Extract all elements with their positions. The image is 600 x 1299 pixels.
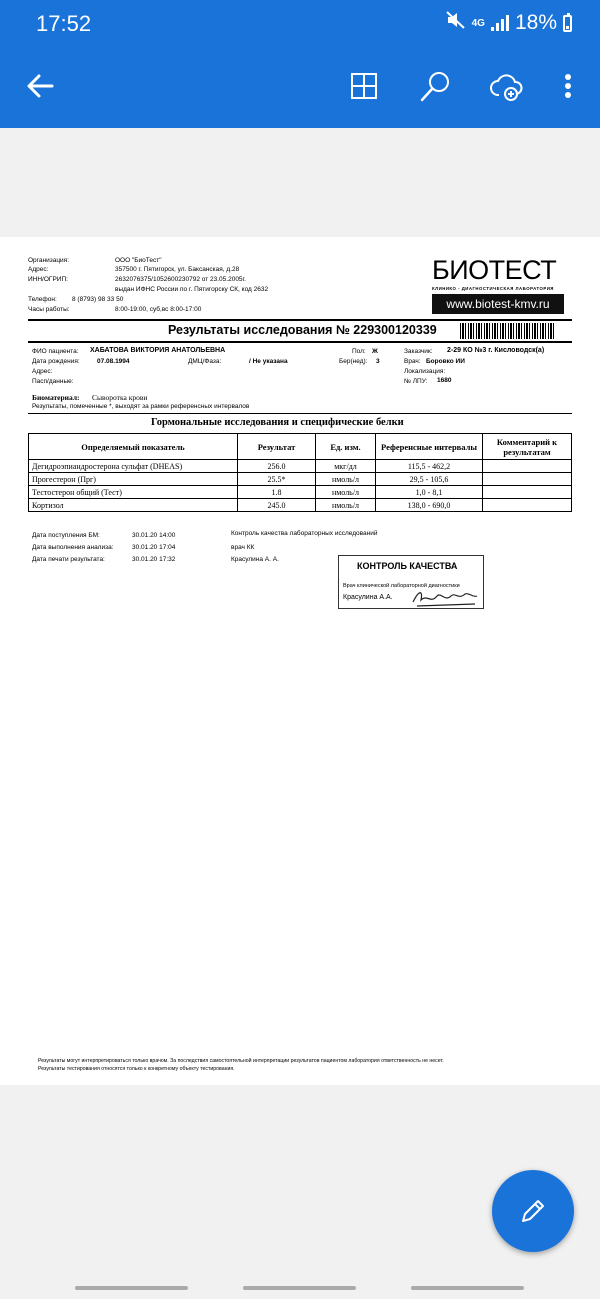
nav-home-button[interactable] xyxy=(243,1286,356,1290)
search-icon[interactable] xyxy=(418,68,454,104)
footer-line-2: Результаты тестирования относятся только к конкретному объекту тестирования. xyxy=(38,1066,235,1072)
signature-icon xyxy=(409,586,481,608)
address-value: 357500 г. Пятигорск, ул. Баксанская, д.28 xyxy=(115,266,240,273)
cell-result: 256.0 xyxy=(238,460,316,473)
patient-name: ХАБАТОВА ВИКТОРИЯ АНАТОЛЬЕВНА xyxy=(90,347,226,354)
passport-label: Пасп/данные: xyxy=(32,378,74,385)
dob-label: Дата рождения: xyxy=(32,358,80,365)
cell-indicator: Кортизол xyxy=(29,499,238,512)
col-header-comment: Комментарий к результатам xyxy=(483,434,572,460)
cell-unit: нмоль/л xyxy=(316,499,376,512)
col-header-reference: Референсные интервалы xyxy=(376,434,483,460)
network-type-label: 4G xyxy=(471,17,485,29)
customer-value: 2-29 КО №3 г. Кисловодск(а) xyxy=(447,347,545,354)
barcode xyxy=(460,323,556,339)
cell-comment xyxy=(483,473,572,486)
document-page xyxy=(0,237,600,1085)
divider xyxy=(28,341,572,343)
address-label: Адрес: xyxy=(28,266,49,273)
edit-fab-button[interactable] xyxy=(492,1170,574,1252)
preg-label: Бер(нед): xyxy=(339,358,368,365)
col-header-indicator: Определяемый показатель xyxy=(29,434,238,460)
cell-result: 1.8 xyxy=(238,486,316,499)
lpu-label: № ЛПУ: xyxy=(404,378,428,385)
nav-recents-button[interactable] xyxy=(75,1286,188,1290)
cell-indicator: Тестостерон общий (Тест) xyxy=(29,486,238,499)
preg-value: 3 xyxy=(376,358,380,365)
hours-label: Часы работы: xyxy=(28,306,70,313)
section-title: Гормональные исследования и специфические белки xyxy=(151,417,404,428)
inn-value: 2632076375/1052600230792 от 23.05.2005г. xyxy=(115,276,246,283)
doctor-label: Врач: xyxy=(404,358,421,365)
quality-control-stamp xyxy=(338,555,484,609)
cell-reference: 115,5 - 462,2 xyxy=(376,460,483,473)
table-row xyxy=(29,473,572,486)
dob-value: 07.08.1994 xyxy=(97,358,130,365)
arrow-left-icon[interactable] xyxy=(22,68,58,104)
cell-comment xyxy=(483,460,572,473)
done-value: 30.01.20 17:04 xyxy=(132,544,176,551)
logo-website: www.biotest-kmv.ru xyxy=(432,294,564,314)
cell-indicator: Дегидроэпиандростерона сульфат (DHEAS) xyxy=(29,460,238,473)
reference-note: Результаты, помеченные *, выходят за рамки референсных интервалов xyxy=(32,403,250,410)
done-label: Дата выполнения анализа: xyxy=(32,544,114,551)
biomaterial-value: Сыворотка крови xyxy=(92,393,148,402)
printed-label: Дата печати результата: xyxy=(32,556,105,563)
grid-view-icon[interactable] xyxy=(346,68,382,104)
issued-value: выдан ИФНС России по г. Пятигорску СК, код 2632 xyxy=(115,286,269,293)
table-header-row xyxy=(29,434,572,460)
patient-address-label: Адрес: xyxy=(32,368,53,375)
cloud-upload-icon[interactable] xyxy=(489,68,525,104)
logo-subtitle: КЛИНИКО - ДИАГНОСТИЧЕСКАЯ ЛАБОРАТОРИЯ xyxy=(432,286,554,291)
col-header-result: Результат xyxy=(238,434,316,460)
stamp-line-1: Врач клинической лабораторной диагностики xyxy=(343,583,460,589)
printed-value: 30.01.20 17:32 xyxy=(132,556,176,563)
stamp-title: КОНТРОЛЬ КАЧЕСТВА xyxy=(357,561,458,571)
cell-unit: мкг/дл xyxy=(316,460,376,473)
mute-icon xyxy=(446,11,466,35)
customer-label: Заказчик: xyxy=(404,348,433,355)
results-table xyxy=(28,433,572,512)
localization-label: Локализация: xyxy=(404,368,446,375)
cell-unit: нмоль/л xyxy=(316,486,376,499)
table-row xyxy=(29,486,572,499)
dmc-value: / Не указана xyxy=(249,358,288,365)
cell-reference: 138,0 - 690,0 xyxy=(376,499,483,512)
cell-reference: 1,0 - 8,1 xyxy=(376,486,483,499)
edit-pencil-icon xyxy=(517,1195,549,1227)
nav-back-button[interactable] xyxy=(411,1286,524,1290)
cell-indicator: Прогестерон (Прг) xyxy=(29,473,238,486)
sex-value: Ж xyxy=(372,348,378,355)
cell-reference: 29,5 - 105,6 xyxy=(376,473,483,486)
inn-label: ИНН/ОГРИП: xyxy=(28,276,68,283)
divider xyxy=(28,413,572,414)
status-icons xyxy=(446,11,572,35)
footer-line-1: Результаты могут интерпретироваться только врачом. За последствия самостоятельной интерпретации результатов пациентом лаборатория ответственность не несет. xyxy=(38,1058,444,1064)
lpu-value: 1680 xyxy=(437,377,452,384)
org-value: ООО "БиоТест" xyxy=(115,257,162,264)
qc-line-1: Контроль качества лабораторных исследований xyxy=(231,530,378,537)
received-label: Дата поступления БМ: xyxy=(32,532,100,539)
app-bar xyxy=(0,0,600,128)
doctor-value: Боровко ИИ xyxy=(426,358,465,365)
cell-result: 245.0 xyxy=(238,499,316,512)
biomaterial-label: Биоматериал: xyxy=(32,393,80,402)
org-label: Организация: xyxy=(28,257,70,264)
phone-value: 8 (8793) 98 33 50 xyxy=(72,296,124,303)
signal-icon xyxy=(491,15,509,31)
logo-text: БИОТЕСТ xyxy=(432,255,557,285)
status-time: 17:52 xyxy=(36,11,92,36)
stamp-line-2: Красулина А.А. xyxy=(343,594,393,601)
qc-line-3: Красулина А. А. xyxy=(231,556,279,563)
table-row xyxy=(29,499,572,512)
status-bar xyxy=(0,0,600,48)
dmc-label: ДМЦ/Фаза: xyxy=(188,358,222,365)
cell-result: 25.5* xyxy=(238,473,316,486)
hours-value: 8:00-19:00, суб,вс 8:00-17:00 xyxy=(115,306,202,313)
received-value: 30.01.20 14:00 xyxy=(132,532,176,539)
battery-icon xyxy=(563,15,572,32)
divider xyxy=(28,319,572,321)
qc-line-2: врач КК xyxy=(231,544,255,551)
phone-label: Телефон: xyxy=(28,296,57,303)
more-vert-icon[interactable] xyxy=(550,68,586,104)
col-header-unit: Ед. изм. xyxy=(316,434,376,460)
sex-label: Пол: xyxy=(352,348,366,355)
cell-comment xyxy=(483,486,572,499)
cell-unit: нмоль/л xyxy=(316,473,376,486)
table-row xyxy=(29,460,572,473)
battery-percent: 18% xyxy=(514,11,557,34)
fio-label: ФИО пациента: xyxy=(32,348,79,355)
results-title: Результаты исследования № 229300120339 xyxy=(168,323,437,337)
cell-comment xyxy=(483,499,572,512)
